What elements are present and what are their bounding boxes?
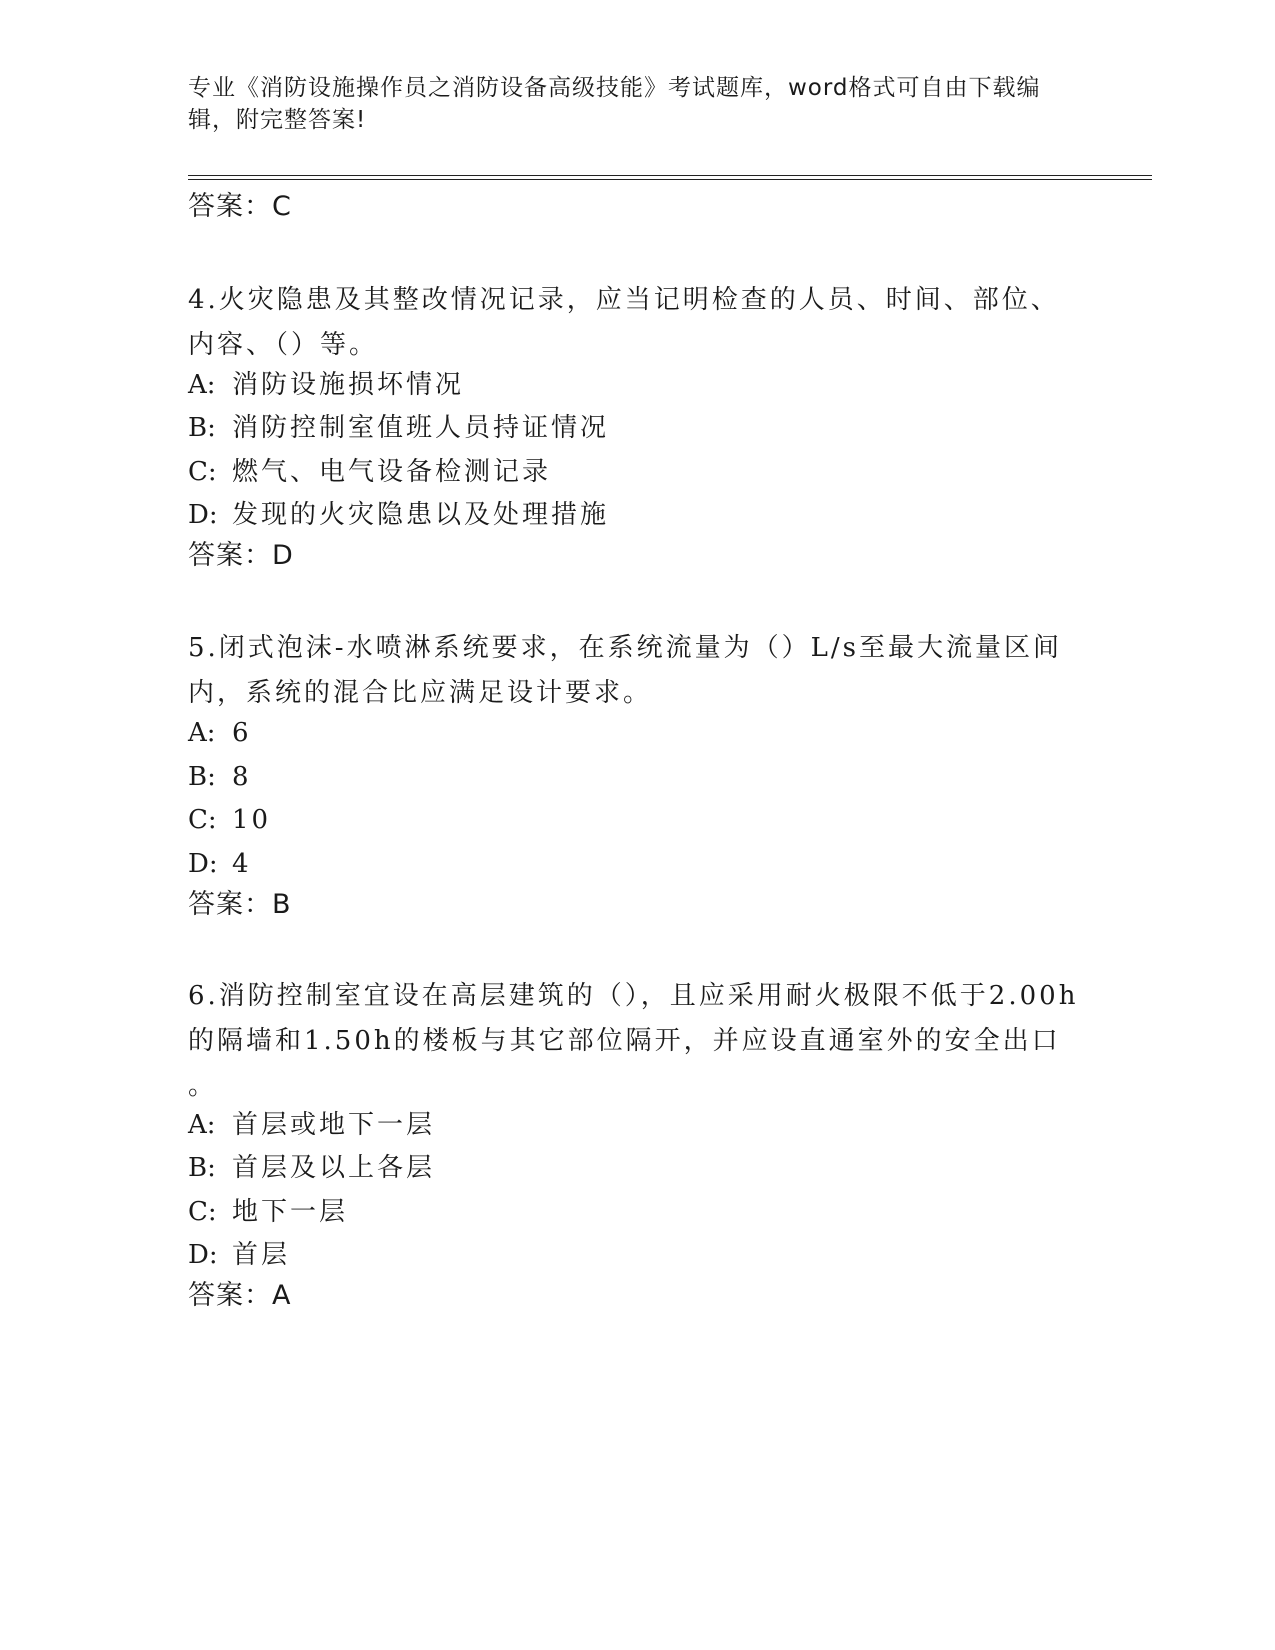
question-5-option-d <box>188 847 252 881</box>
option-text: 8 <box>232 762 252 792</box>
question-6-text <box>188 974 1088 1109</box>
question-6-option-a <box>188 1108 435 1142</box>
option-letter: D: <box>188 849 218 879</box>
question-4-option-c <box>188 455 551 489</box>
option-letter: A: <box>188 370 216 400</box>
option-text: 首层或地下一层 <box>232 1110 436 1140</box>
option-letter: A: <box>188 1110 216 1140</box>
option-text: 消防控制室值班人员持证情况 <box>232 413 610 443</box>
header-line-2: 辑，附完整答案! <box>188 107 367 133</box>
option-letter: C: <box>188 457 217 487</box>
question-5-answer: 答案：B <box>188 889 292 920</box>
option-text: 地下一层 <box>232 1197 349 1227</box>
option-letter: D: <box>188 1240 218 1270</box>
option-text: 6 <box>232 718 252 748</box>
question-line: 6.消防控制室宜设在高层建筑的（），且应采用耐火极限不低于2.00h <box>188 981 1079 1011</box>
question-4-option-d <box>188 498 609 532</box>
option-letter: C: <box>188 805 217 835</box>
option-letter: B: <box>188 762 216 792</box>
question-5-option-c <box>188 803 271 837</box>
header-rule-top <box>188 175 1152 176</box>
option-text: 发现的火灾隐患以及处理措施 <box>232 500 610 530</box>
question-line: 5.闭式泡沫-水喷淋系统要求，在系统流量为（）L/s至最大流量区间 <box>188 633 1062 663</box>
question-line: 的隔墙和1.50h的楼板与其它部位隔开，并应设直通室外的安全出口 <box>188 1026 1061 1056</box>
header-line-1: 专业《消防设施操作员之消防设备高级技能》考试题库，word格式可自由下载编 <box>188 75 1041 101</box>
option-letter: B: <box>188 413 216 443</box>
option-text: 首层及以上各层 <box>232 1153 436 1183</box>
option-text: 4 <box>232 849 252 879</box>
option-letter: A: <box>188 718 216 748</box>
question-5-text <box>188 626 1088 716</box>
question-5-option-a <box>188 716 252 750</box>
option-text: 首层 <box>232 1240 291 1270</box>
option-letter: B: <box>188 1153 216 1183</box>
option-text: 消防设施损坏情况 <box>232 370 465 400</box>
question-line: 。 <box>188 1071 218 1101</box>
question-5-option-b <box>188 760 252 794</box>
option-letter: C: <box>188 1197 217 1227</box>
question-4-text <box>188 278 1088 368</box>
option-text: 燃气、电气设备检测记录 <box>232 457 552 487</box>
option-letter: D: <box>188 500 218 530</box>
question-6-option-c <box>188 1195 348 1229</box>
header-rule-bottom <box>188 179 1152 180</box>
question-6-answer: 答案：A <box>188 1280 292 1311</box>
option-text: 10 <box>232 805 272 835</box>
question-line: 4.火灾隐患及其整改情况记录，应当记明检查的人员、时间、部位、 <box>188 285 1060 315</box>
question-line: 内，系统的混合比应满足设计要求。 <box>188 678 653 708</box>
question-4-answer: 答案：D <box>188 540 294 571</box>
answer-prev: 答案：C <box>188 191 292 222</box>
document-header <box>188 72 1068 136</box>
question-line: 内容、（）等。 <box>188 330 379 360</box>
question-4-option-a <box>188 368 464 402</box>
question-6-option-d <box>188 1238 290 1272</box>
question-6-option-b <box>188 1151 435 1185</box>
question-4-option-b <box>188 411 609 445</box>
